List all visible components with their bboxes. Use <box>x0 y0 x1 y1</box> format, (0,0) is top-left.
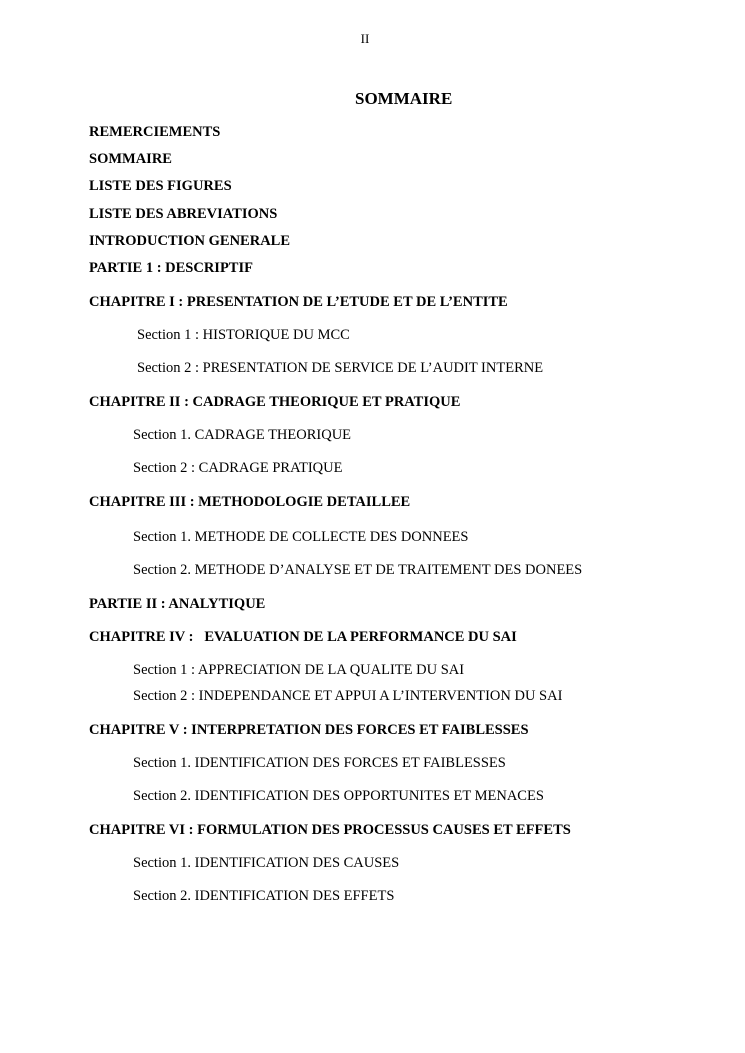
toc-entry-ch1-section-2: Section 2 : PRESENTATION DE SERVICE DE L’AUDIT INTERNE <box>137 360 544 376</box>
toc-entry-ch5-section-1: Section 1. IDENTIFICATION DES FORCES ET FAIBLESSES <box>133 755 506 771</box>
toc-entry-ch2-section-1: Section 1. CADRAGE THEORIQUE <box>133 427 352 443</box>
toc-entry-chapitre-5: CHAPITRE V : INTERPRETATION DES FORCES ET FAIBLESSES <box>89 722 529 738</box>
page-number: II <box>360 31 370 46</box>
toc-entry-ch2-section-2: Section 2 : CADRAGE PRATIQUE <box>133 460 343 476</box>
toc-entry-liste-abreviations: LISTE DES ABREVIATIONS <box>89 206 278 222</box>
toc-entry-ch4-section-2: Section 2 : INDEPENDANCE ET APPUI A L’INTERVENTION DU SAI <box>133 688 563 704</box>
toc-entry-ch3-section-1: Section 1. METHODE DE COLLECTE DES DONNEES <box>133 529 469 545</box>
toc-entry-partie-2: PARTIE II : ANALYTIQUE <box>89 596 266 612</box>
toc-entry-ch1-section-1: Section 1 : HISTORIQUE DU MCC <box>137 327 350 343</box>
toc-entry-sommaire: SOMMAIRE <box>89 151 172 167</box>
toc-entry-ch4-section-1: Section 1 : APPRECIATION DE LA QUALITE DU SAI <box>133 662 465 678</box>
toc-entry-remerciements: REMERCIEMENTS <box>89 124 221 140</box>
toc-entry-ch6-section-1: Section 1. IDENTIFICATION DES CAUSES <box>133 855 400 871</box>
toc-entry-chapitre-2: CHAPITRE II : CADRAGE THEORIQUE ET PRATIQUE <box>89 394 461 410</box>
toc-entry-liste-figures: LISTE DES FIGURES <box>89 178 232 194</box>
toc-entry-ch5-section-2: Section 2. IDENTIFICATION DES OPPORTUNITES ET MENACES <box>133 788 544 804</box>
toc-entry-introduction: INTRODUCTION GENERALE <box>89 233 291 249</box>
toc-entry-ch3-section-2: Section 2. METHODE D’ANALYSE ET DE TRAITEMENT DES DONEES <box>133 562 583 578</box>
toc-entry-chapitre-1: CHAPITRE I : PRESENTATION DE L’ETUDE ET DE L’ENTITE <box>89 294 508 310</box>
toc-entry-ch6-section-2: Section 2. IDENTIFICATION DES EFFETS <box>133 888 395 904</box>
toc-entry-chapitre-4: CHAPITRE IV : EVALUATION DE LA PERFORMANCE DU SAI <box>89 629 517 645</box>
toc-entry-partie-1: PARTIE 1 : DESCRIPTIF <box>89 260 253 276</box>
toc-entry-chapitre-3: CHAPITRE III : METHODOLOGIE DETAILLEE <box>89 494 411 510</box>
page-title: SOMMAIRE <box>355 89 453 108</box>
toc-entry-chapitre-6: CHAPITRE VI : FORMULATION DES PROCESSUS CAUSES ET EFFETS <box>89 822 571 838</box>
